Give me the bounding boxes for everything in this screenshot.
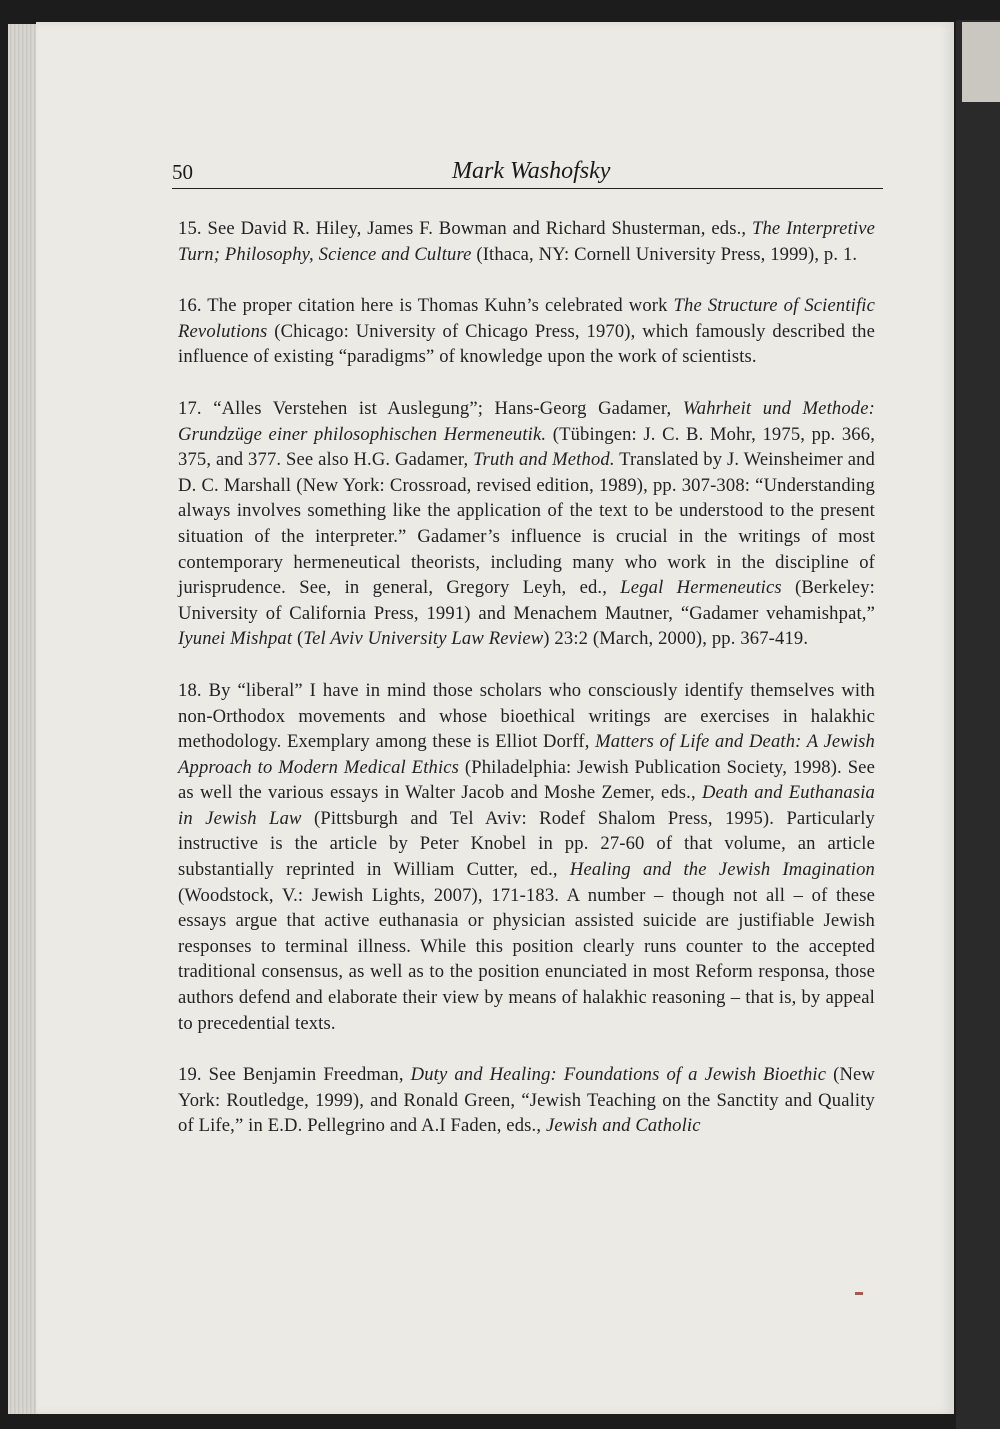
endnote-16 [178, 293, 875, 370]
note-text: (New York: Routledge, 1999), and Ronald Green, “Jewish Teaching on the Sanctity and Quality of Life,” in E.D. Pellegrino and A.I Faden, eds., [178, 1064, 876, 1137]
endnotes [178, 216, 875, 1165]
citation-title: Tel Aviv University Law Review [303, 628, 544, 650]
citation-title: Duty and Healing: Foundations of a Jewish Bioethic [410, 1064, 827, 1086]
endnote-19 [178, 1062, 875, 1139]
facing-page-edge [956, 20, 1000, 1429]
citation-title: Death and Euthanasia in Jewish Law [178, 782, 875, 829]
citation-title: The Structure of Scientific Revolutions [178, 295, 875, 342]
citation-title: Iyunei Mishpat [178, 628, 293, 650]
endnote-17 [178, 396, 875, 652]
citation-title: Matters of Life and Death: A Jewish Approach to Modern Medical Ethics [178, 731, 875, 778]
note-text: ( [292, 628, 304, 650]
note-text: 17. “Alles Verstehen ist Auslegung”; Hans-Georg Gadamer, [178, 397, 683, 419]
note-text: (Pittsburgh and Tel Aviv: Rodef Shalom Press, 1995). Particularly instructive is the article by Peter Knobel in pp. 27-60 of that volume, an article substantially reprinted in William Cutter, ed., [178, 807, 875, 881]
endnote-15 [178, 216, 875, 267]
citation-title: Wahrheit und Methode: Grundzüge einer philosophischen Hermeneutik. [178, 397, 875, 445]
note-text: 19. See Benjamin Freedman, [178, 1064, 411, 1086]
page-number: 50 [172, 160, 193, 184]
note-text: 15. See David R. Hiley, James F. Bowman and Richard Shusterman, eds., [178, 218, 752, 239]
citation-title: The Interpretive Turn; Philosophy, Science and Culture [178, 218, 876, 265]
facing-page-corner [962, 22, 1000, 102]
ink-mark [855, 1292, 863, 1295]
note-text: (Chicago: University of Chicago Press, 1970), which famously described the influence of existing “paradigms” of knowledge upon the work of scientists. [178, 320, 875, 368]
note-text: Translated by J. Weinsheimer and D. C. Marshall (New York: Crossroad, revised edition, 1989), pp. 307-308: “Understanding always involves something like the application of the text to be understood to the present situation of the interpreter.” Gadamer’s influence is crucial in the writings of most contemporary hermeneutical theorists, including many who work in the discipline of jurisprudence. See, in general, Gregory Leyh, ed., [178, 449, 876, 599]
note-text: 16. The proper citation here is Thomas Kuhn’s celebrated work [178, 295, 674, 317]
endnote-18 [178, 678, 875, 1036]
citation-title: Healing and the Jewish Imagination [569, 859, 876, 881]
note-text: (Philadelphia: Jewish Publication Society, 1998). See as well the various essays in Walter Jacob and Moshe Zemer, eds., [178, 756, 875, 804]
note-text: (Berkeley: University of California Press, 1991) and Menachem Mautner, “Gadamer vehamishpat,” [178, 577, 875, 624]
page-header [172, 158, 883, 189]
note-text: ) 23:2 (March, 2000), pp. 367-419. [543, 628, 809, 650]
citation-title: Truth and Method. [473, 449, 615, 471]
note-text: 18. By “liberal” I have in mind those scholars who consciously identify themselves with non-Orthodox movements and whose bioethical writings are exercises in halakhic methodology. Exemplary among these is Elliot Dorff, [178, 679, 875, 753]
note-text: (Tübingen: J. C. B. Mohr, 1975, pp. 366, 375, and 377. See also H.G. Gadamer, [178, 423, 876, 471]
running-head: Mark Washofsky [452, 158, 611, 184]
citation-title: Legal Hermeneutics [620, 577, 782, 599]
note-text: (Woodstock, V.: Jewish Lights, 2007), 171-183. A number – though not all – of these essays argue that active euthanasia or physician assisted suicide are justifiable Jewish responses to terminal illness. While this position clearly runs counter to the accepted traditional consensus, as well as to the position enunciated in most Reform responsa, those authors defend and elaborate their view by means of halakhic reasoning – that is, by appeal to precedential texts. [178, 884, 875, 1034]
citation-title: Jewish and Catholic [545, 1115, 701, 1137]
note-text: (Ithaca, NY: Cornell University Press, 1999), p. 1. [471, 243, 858, 265]
